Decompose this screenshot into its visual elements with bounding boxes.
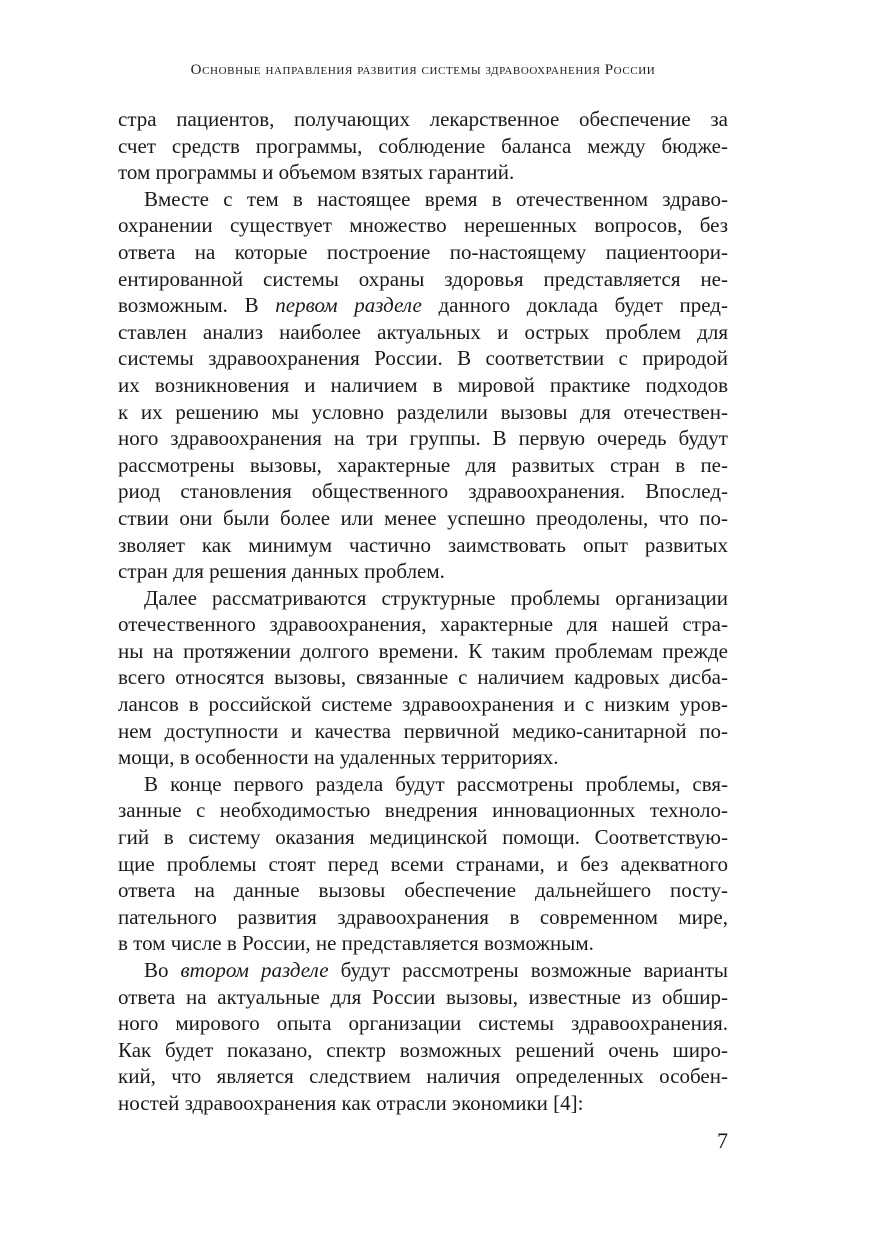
text-line: ного здравоохранения на три группы. В первую очередь будут (118, 426, 728, 451)
text-line: ностей здравоохранения как отрасли экономики [4]: (118, 1090, 584, 1115)
text-line: ответа на которые построение по-настоящему пациентоори- (118, 239, 728, 264)
text-line: Как будет показано, спектр возможных решений очень широ- (118, 1037, 728, 1062)
text-line (118, 957, 728, 984)
text-line: охранении существует множество нерешенных вопросов, без (118, 213, 728, 238)
text-line: в том числе в России, не представляется возможным. (118, 931, 594, 956)
text-line: их возникновения и наличием в мировой практике подходов (118, 372, 728, 397)
text-line: Вместе с тем в настоящее время в отечественном здраво- (144, 186, 728, 211)
paragraph-2 (118, 186, 728, 585)
text-run: будут рассмотрены возможные варианты (328, 958, 728, 982)
body-text (118, 106, 728, 1117)
paragraph-3 (118, 585, 728, 771)
text-line: пательного развития здравоохранения в современном мире, (118, 904, 728, 929)
text-line: отечественного здравоохранения, характерные для нашей стра- (118, 612, 728, 637)
text-line: щие проблемы стоят перед всеми странами, и без адекватного (118, 851, 728, 876)
text-line: риод становления общественного здравоохранения. Впослед- (118, 479, 728, 504)
paragraph-4 (118, 771, 728, 957)
text-line: зволяет как минимум частично заимствовать опыт развитых (118, 532, 728, 557)
text-line: Далее рассматриваются структурные проблемы организации (144, 585, 728, 610)
text-line: к их решению мы условно разделили вызовы для отечествен- (118, 399, 728, 424)
text-line: ставлен анализ наиболее актуальных и острых проблем для (118, 319, 728, 344)
text-line: кий, что является следствием наличия определенных особен- (118, 1064, 728, 1089)
paragraph-1 (118, 106, 728, 186)
text-run: Во (144, 958, 181, 982)
text-line: ответа на данные вызовы обеспечение дальнейшего посту- (118, 878, 728, 903)
text-line: В конце первого раздела будут рассмотрены проблемы, свя- (144, 771, 728, 796)
text-line: нем доступности и качества первичной медико-санитарной по- (118, 718, 728, 743)
page-number: 7 (717, 1128, 728, 1153)
text-line: гий в систему оказания медицинской помощи. Соответствую- (118, 825, 728, 850)
text-line: ответа на актуальные для России вызовы, известные из обшир- (118, 984, 728, 1009)
text-line: счет средств программы, соблюдение баланса между бюдже- (118, 133, 728, 158)
text-line: стран для решения данных проблем. (118, 559, 445, 584)
text-line: том программы и объемом взятых гарантий. (118, 160, 515, 185)
text-run: возможным. В (118, 293, 276, 318)
text-line: ного мирового опыта организации системы здравоохранения. (118, 1011, 728, 1036)
text-line: ентированной системы охраны здоровья представляется не- (118, 266, 728, 291)
paragraph-5 (118, 957, 728, 1117)
text-line: занные с необходимостью внедрения инновационных техноло- (118, 798, 728, 823)
text-line: всего относятся вызовы, связанные с наличием кадровых дисба- (118, 665, 728, 690)
text-line (118, 292, 728, 319)
text-line: ны на протяжении долгого времени. К таким проблемам прежде (118, 638, 728, 663)
text-run: данного доклада будет пред- (421, 293, 728, 318)
text-line: мощи, в особенности на удаленных территориях. (118, 745, 559, 770)
text-line: системы здравоохранения России. В соответствии с природой (118, 346, 728, 371)
text-line: рассмотрены вызовы, характерные для развитых стран в пе- (118, 452, 728, 477)
italic-term: втором разделе (180, 958, 329, 982)
running-header: Основные направления развития системы здравоохранения России (190, 62, 656, 78)
text-line: лансов в российской системе здравоохранения и с низким уров- (118, 692, 728, 717)
text-line: ствии они были более или менее успешно преодолены, что по- (118, 505, 728, 530)
italic-term: первом разделе (275, 293, 422, 318)
text-line: стра пациентов, получающих лекарственное обеспечение за (118, 107, 728, 131)
